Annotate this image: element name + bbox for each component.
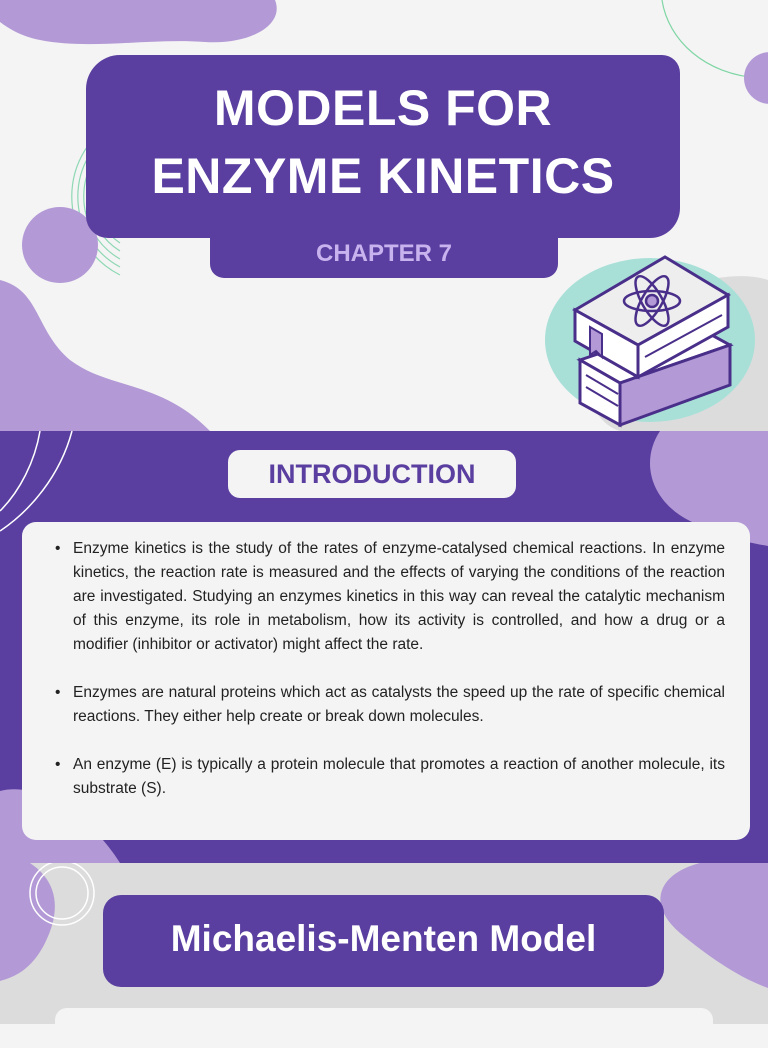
chapter-label: CHAPTER 7 xyxy=(315,240,453,267)
title-line-2: ENZYME KINETICS xyxy=(151,148,615,204)
michaelis-menten-heading: Michaelis-Menten Model xyxy=(170,918,597,959)
list-item: • An enzyme (E) is typically a protein molecule that promotes a reaction of another molecule, its substrate (S). xyxy=(55,753,725,801)
blob-top-left xyxy=(0,0,277,44)
atom-book-stack-icon xyxy=(540,245,760,435)
intro-bullet-list xyxy=(55,537,725,825)
list-item: • Enzyme kinetics is the study of the rates of enzyme-catalysed chemical reactions. In enzyme kinetics, the reaction rate is measured and the effects of varying the conditions of the reaction are investigated. Studying an enzymes kinetics in this way can reveal the catalytic mechanism of this enzyme, its role in metabolism, how its activity is controlled, and how a drug or a modifier (inhibitor or activator) might affect the rate. xyxy=(55,537,725,657)
blob-left-wave xyxy=(0,280,210,431)
intro-heading: INTRODUCTION xyxy=(268,459,476,489)
list-item: • Enzymes are natural proteins which act as catalysts the speed up the rate of specific chemical reactions. They either help create or break down molecules. xyxy=(55,681,725,729)
title-line-1: MODELS FOR xyxy=(213,80,553,136)
page-title xyxy=(86,74,680,210)
circle-top-right xyxy=(744,52,768,104)
michaelis-menten-card xyxy=(55,1008,713,1048)
